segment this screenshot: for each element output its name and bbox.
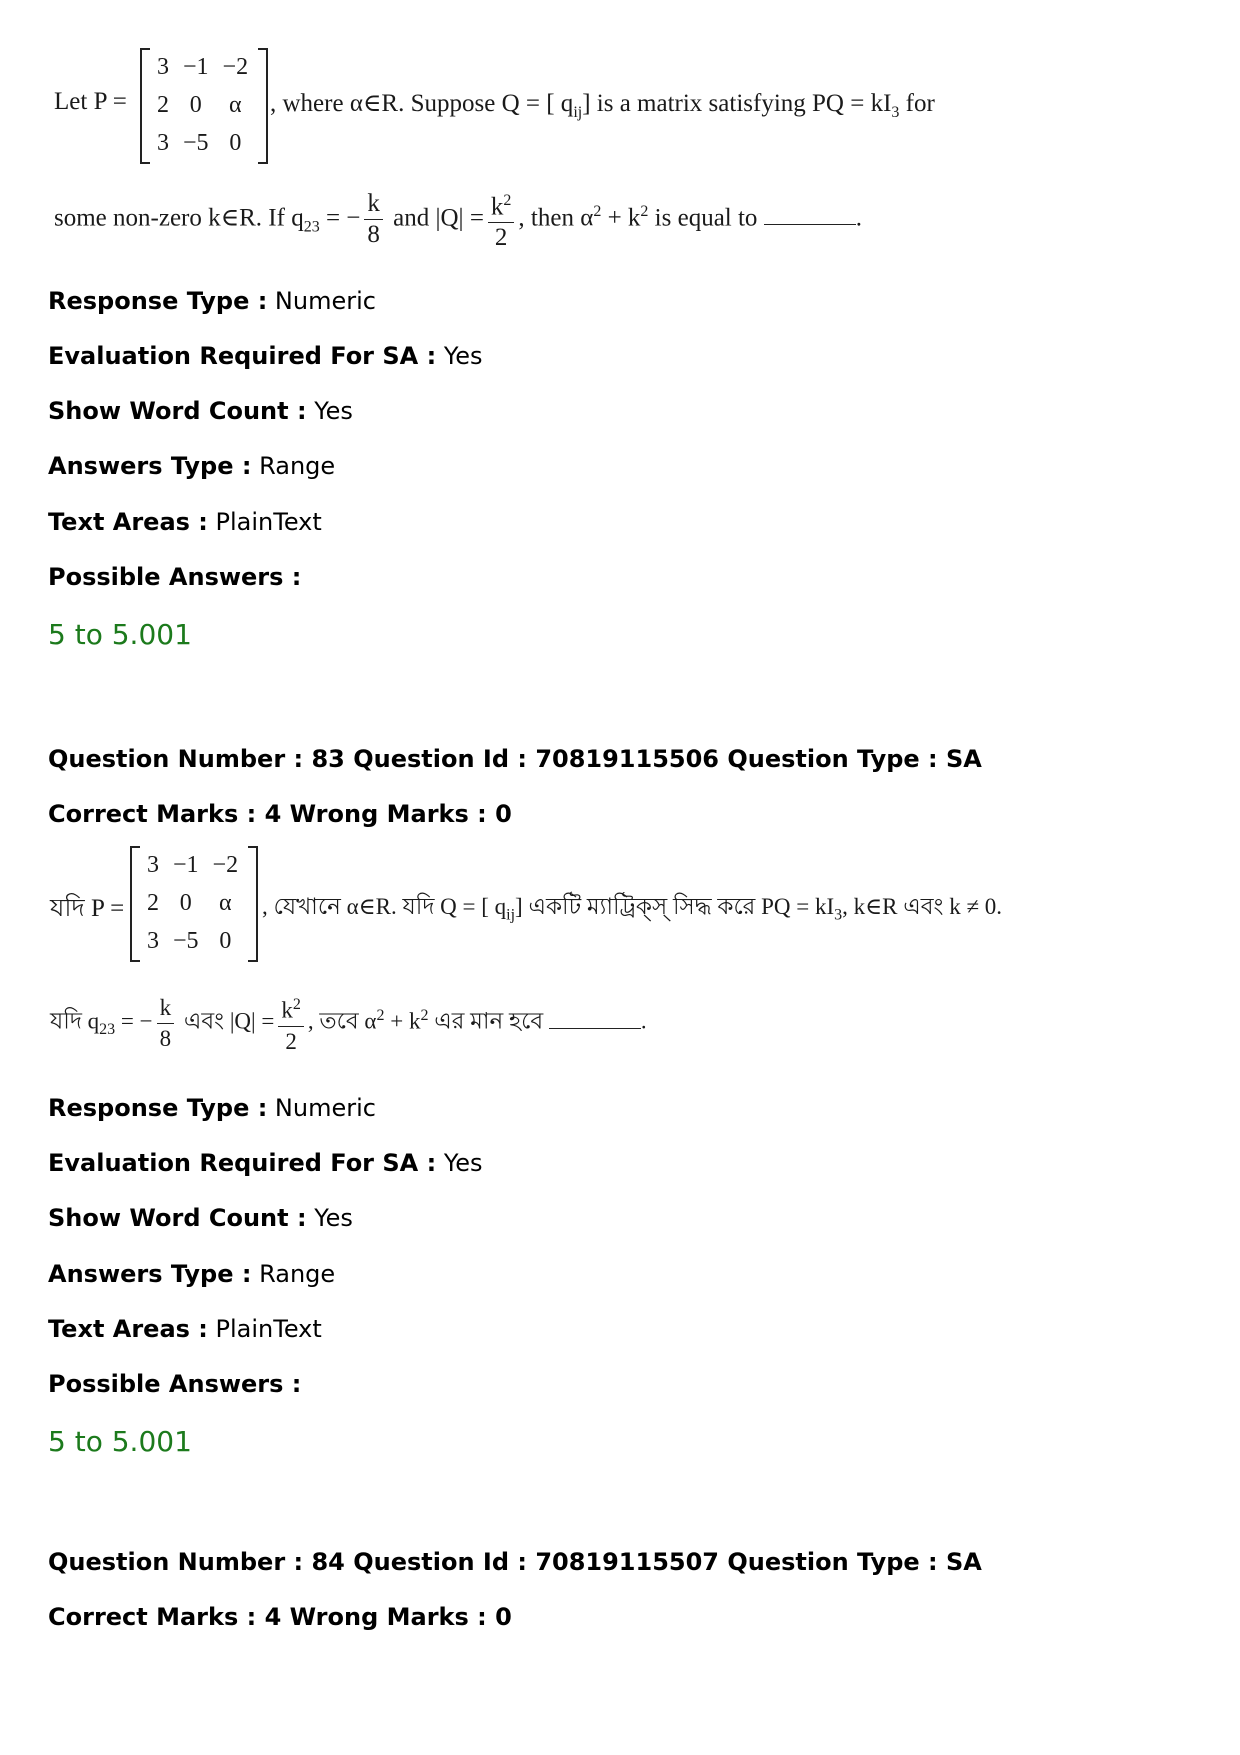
possible-answer: 5 to 5.001: [48, 1425, 192, 1458]
evaluation-required: Evaluation Required For SA : Yes: [48, 342, 483, 370]
answers-type: Answers Type : Range: [48, 1260, 336, 1288]
matrix-cell: 2: [147, 889, 159, 916]
matrix-cell: −5: [173, 927, 199, 954]
q82-stem: [54, 48, 1054, 258]
q82-stem-line1-text: , where α∈R. Suppose Q = [ $q_{ij}$] is a matrix satisfying PQ = $kI_3$ for: [270, 90, 935, 121]
matrix-cell: −1: [183, 53, 209, 80]
text-areas: Text Areas : PlainText: [48, 508, 322, 536]
response-type: Response Type : Numeric: [48, 287, 376, 315]
fraction: $\frac{k^2}{2}$: [488, 186, 515, 253]
q83-stem: [50, 846, 1050, 1066]
matrix-cell: 3: [157, 129, 169, 156]
evaluation-required: Evaluation Required For SA : Yes: [48, 1149, 483, 1177]
question-header: Question Number : 83 Question Id : 70819115506 Question Type : SA: [48, 745, 982, 773]
question-header: Question Number : 84 Question Id : 70819115507 Question Type : SA: [48, 1548, 982, 1576]
q83-matrix: [130, 846, 258, 962]
show-word-count: Show Word Count : Yes: [48, 1204, 353, 1232]
matrix-cell: 0: [219, 927, 232, 954]
matrix-cell: 0: [189, 91, 202, 118]
matrix-cell: 3: [157, 53, 169, 80]
fraction: $\frac{k^2}{2}$: [278, 990, 304, 1057]
possible-answers-label: Possible Answers :: [48, 563, 302, 591]
marks-line: Correct Marks : 4 Wrong Marks : 0: [48, 800, 512, 828]
answer-blank: [764, 223, 856, 225]
marks-line: Correct Marks : 4 Wrong Marks : 0: [48, 1603, 512, 1631]
q82-stem-line2: some non-zero k∈R. If $q_{23}$ = − $\frac{k}{8}$ and |Q| = $\frac{k^2}{2}$ , then $\alpha^2 + k^2$ is equal to .: [54, 186, 862, 253]
q82-matrix: [140, 48, 268, 164]
possible-answers-label: Possible Answers :: [48, 1370, 302, 1398]
matrix-cell: 3: [147, 927, 159, 954]
matrix-cell: −5: [183, 129, 209, 156]
matrix-cell: α: [229, 91, 242, 118]
show-word-count: Show Word Count : Yes: [48, 397, 353, 425]
matrix-cell: 2: [157, 91, 169, 118]
matrix-cell: 0: [229, 129, 242, 156]
fraction: $\frac{k}{8}$: [157, 993, 175, 1054]
q83-stem-line2: যদি $q_{23}$ = − $\frac{k}{8}$ এবং |Q| = $\frac{k^2}{2}$ , তবে $\alpha^2 + k^2$ এর মান হবে .: [50, 990, 647, 1057]
answers-type: Answers Type : Range: [48, 452, 336, 480]
response-type: Response Type : Numeric: [48, 1094, 376, 1122]
fraction: $\frac{k}{8}$: [364, 189, 383, 250]
text-areas: Text Areas : PlainText: [48, 1315, 322, 1343]
matrix-cell: 3: [147, 851, 159, 878]
q82-let-p: Let P =: [54, 88, 127, 115]
possible-answer: 5 to 5.001: [48, 618, 192, 651]
answer-blank: [549, 1027, 641, 1029]
matrix-cell: −1: [173, 851, 199, 878]
matrix-cell: −2: [212, 851, 239, 878]
q83-lead: যদি P =: [50, 895, 125, 922]
matrix-cell: −2: [222, 53, 249, 80]
q83-stem-line1-text: , যেখানে α∈R. যদি Q = [ $q_{ij}$] একটি ম্যাট্রিক্স্ সিদ্ধ করে PQ = $kI_3$, k∈R এবং k ≠ 0.: [262, 894, 1003, 924]
matrix-cell: α: [219, 889, 232, 916]
matrix-cell: 0: [179, 889, 192, 916]
